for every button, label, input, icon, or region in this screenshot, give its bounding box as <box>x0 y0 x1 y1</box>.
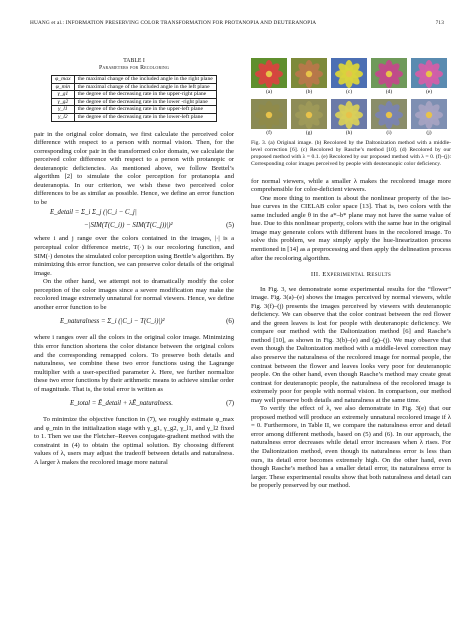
figure-panel-label: (b) <box>305 89 313 95</box>
figure-panel <box>331 99 367 138</box>
table-label: TABLE I <box>123 58 145 64</box>
table-row <box>52 83 217 91</box>
figure-panel-label: (e) <box>425 89 433 95</box>
flower-image <box>251 58 287 88</box>
flower-image <box>371 99 407 129</box>
table-row <box>52 113 217 121</box>
figure-panel <box>291 99 327 138</box>
figure-panel <box>251 58 287 97</box>
parameters-table <box>51 75 217 122</box>
equation-number: (6) <box>226 318 234 326</box>
paragraph: for normal viewers, while a smaller λ makes the recolored image more comprehensible for color-deficient viewers. <box>251 177 451 194</box>
figure-panel-label: (i) <box>386 130 392 136</box>
table-row <box>52 98 217 106</box>
equation-5 <box>34 207 234 235</box>
paragraph: where i ranges over all the colors in the original color image. Minimizing this error function shortens the color distance between the original colors and the corresponding remapped colors. To preserve both details and naturalness, we combine these two error functions using the Lagrange multiplier with a user-specified parameter λ. Here, we further normalize these two error functions by their arithmetic means to achieve similar order of magnitude. That is, the total error is written as <box>34 334 234 393</box>
figure-panel-label: (g) <box>305 130 313 136</box>
equation-number: (5) <box>226 222 234 230</box>
figure-panel-label: (j) <box>426 130 432 136</box>
paragraph: To minimize the objective function in (7), we roughly estimate φ_max and φ_min in the initialization stage with γ_g1, γ_g2, γ_l1, and γ_l2 fixed to 1. Then we use the Fletcher–Reeves conjugate-gradient method with the constraint in (4) to obtain the optimal solution. By choosing different values of λ, users may adjust the tradeoff between details and naturalness. A larger λ makes the recolored image more natural <box>34 416 234 466</box>
figure-panel-label: (h) <box>345 130 353 136</box>
figure-panel <box>371 99 407 138</box>
table-symbol: γ_l2 <box>52 113 74 121</box>
running-header <box>30 20 444 30</box>
figure-panel <box>371 58 407 97</box>
table-caption <box>34 58 234 72</box>
section-heading: III. Experimental Results <box>310 271 392 279</box>
flower-image <box>411 58 447 88</box>
equation-6 <box>34 312 234 334</box>
page-number: 713 <box>435 20 444 26</box>
table-desc: the maximal change of the included angle in the right plane <box>74 76 216 84</box>
paragraph: In Fig. 3, we demonstrate some experimental results for the “flower” image. Fig. 3(a)–(e) shows the images perceived by normal viewers, while Fig. 3(f)–(j) presents the images perceived by viewers with deuteranopic deficiency. We can observe that the color contrast between the red flower and the green leaves is lost for people with deuteranopic deficiency. We compare our method with the Daltonization method [6] and Rasche’s method [10], as shown in Fig. 3(b)–(e) and (g)–(j). We may observe that even though the Daltonization method with a middle-level correction may also preserve the naturalness of the recolored image for normal people, the contrast between the flower and leaves looks very poor for deuteranopic people. On the other hand, even though Rasche’s method may create great contrast for deuteranopic people, the naturalness of the recolored image is extremely poor for people with normal vision. In comparison, our method may well preserve both details and naturalness at the same time. <box>251 285 451 404</box>
paragraph: On the other hand, we attempt not to dramatically modify the color perception of the color images since a severe modification may make the recolored image extremely unnatural for normal viewers. Hence, we define another error function to be <box>34 278 234 311</box>
table-desc: the maximal change of the included angle in the left plane <box>74 83 216 91</box>
table-symbol: γ_l1 <box>52 106 74 114</box>
left-column <box>34 58 234 468</box>
flower-image <box>291 99 327 129</box>
figure-row-deuteranopic <box>251 99 451 138</box>
figure-panel <box>331 58 367 97</box>
table-desc: the degree of the decreasing rate in the upper-left plane <box>74 106 216 114</box>
figure-panel-label: (c) <box>345 89 353 95</box>
figure-panel-label: (d) <box>385 89 393 95</box>
equation-number: (7) <box>226 400 234 408</box>
table-desc: the degree of the decreasing rate in the upper-right plane <box>74 91 216 99</box>
flower-image <box>331 99 367 129</box>
figure-panel-label: (f) <box>266 130 272 136</box>
table-desc: the degree of the decreasing rate in the lower -right plane <box>74 98 216 106</box>
table-symbol: φ_min <box>52 83 74 91</box>
equation-5-line2: −|SIM(T(C_i)) − SIM(T(C_j))|)² <box>84 222 173 230</box>
figure-row-original <box>251 58 451 97</box>
paragraph: where i and j range over the colors contained in the images, |·| is a perceptual color difference metric, T(·) is our recoloring function, and SIM(·) denotes the simulated color perception using Brettle’s algorithm. By minimizing this error function, we can preserve color details of the original image. <box>34 235 234 277</box>
equation-7-body: E_total = Ē_detail + λĒ_naturalness. <box>70 400 173 408</box>
equation-5-line1: E_detail = Σ_i Σ_j (|C_i − C_j| <box>50 209 137 217</box>
flower-image <box>331 58 367 88</box>
equation-7 <box>34 394 234 416</box>
paragraph: To verify the effect of λ, we also demonstrate in Fig. 3(e) that our proposed method will produce an extremely unnatural recolored image if λ = 0. Furthermore, in Table II, we compare the naturalness error and detail error among different methods, based on (5) and (6). In our approach, the naturalness error decreases while detail error increases when λ rises. For the Daltonization method, even though its naturalness error is less than ours, its detail error becomes extremely high. On the other hand, even though Rasche’s method has a smaller detail error, its naturalness error is larger. These experimental results show that both naturalness and detail can be properly preserved by our method. <box>251 405 451 490</box>
figure-panel <box>411 99 447 138</box>
table-row <box>52 91 217 99</box>
figure-panel <box>291 58 327 97</box>
table-title: Parameters for Recoloring <box>98 65 170 71</box>
table-desc: the degree of the decreasing rate in the lower-left plane <box>74 113 216 121</box>
right-column <box>251 58 451 491</box>
figure-panel <box>251 99 287 138</box>
table-symbol: γ_g2 <box>52 98 74 106</box>
flower-image <box>411 99 447 129</box>
table-symbol: φ_max <box>52 76 74 84</box>
table-symbol: γ_g1 <box>52 91 74 99</box>
figure-panel-label: (a) <box>265 89 273 95</box>
paragraph: One more thing to mention is about the nonlinear property of the iso-hue curves in the CIELAB color space [13]. That is, two colors with the same included angle θ in the a*–b* plane may not have the same value of hue. Due to this nonlinear property, colors with the same hue in the original image may generate colors with different hues in the recolored image. To solve this problem, we may simply apply the hue-linearization process mentioned in [14] as a preprocessing and then apply the delineation process after the recoloring algorithm. <box>251 194 451 262</box>
flower-image <box>291 58 327 88</box>
table-row <box>52 106 217 114</box>
flower-image <box>371 58 407 88</box>
flower-image <box>251 99 287 129</box>
figure-panel <box>411 58 447 97</box>
header-title: HUANG et al.: INFORMATION PRESERVING COLOR TRANSFORMATION FOR PROTANOPIA AND DEUTERANOPIA <box>30 20 317 26</box>
equation-6-body: E_naturalness = Σ_i (|C_i − T(C_i)|)² <box>60 318 165 326</box>
paragraph: pair in the original color domain, we first calculate the perceived color difference with respect to a person with normal vision. Then, for the corresponding color pair in the transformed color domain, we calculate the perceived color difference with respect to a person with protanopic or deuteranopic deficiencies. As mentioned above, we follow Brettel’s algorithm [2] to simulate the color perception for protanopia and deuteranopia. In our criterion, we wish these two perceived color differences to be as similar as possible. Hence, we define an error function to be <box>34 130 234 206</box>
table-row <box>52 76 217 84</box>
figure-caption: Fig. 3. (a) Original image. (b) Recolored by the Daltonization method with a middle-level correction [6]. (c) Recolored by Rasche’s method [10]. (d) Recolored by our proposed method with λ = 0.1. (e) Recolored by our proposed method with λ = 0. (f)–(j): Corresponding color images perceived by people with deuteranopic color deficiency. <box>251 140 451 167</box>
